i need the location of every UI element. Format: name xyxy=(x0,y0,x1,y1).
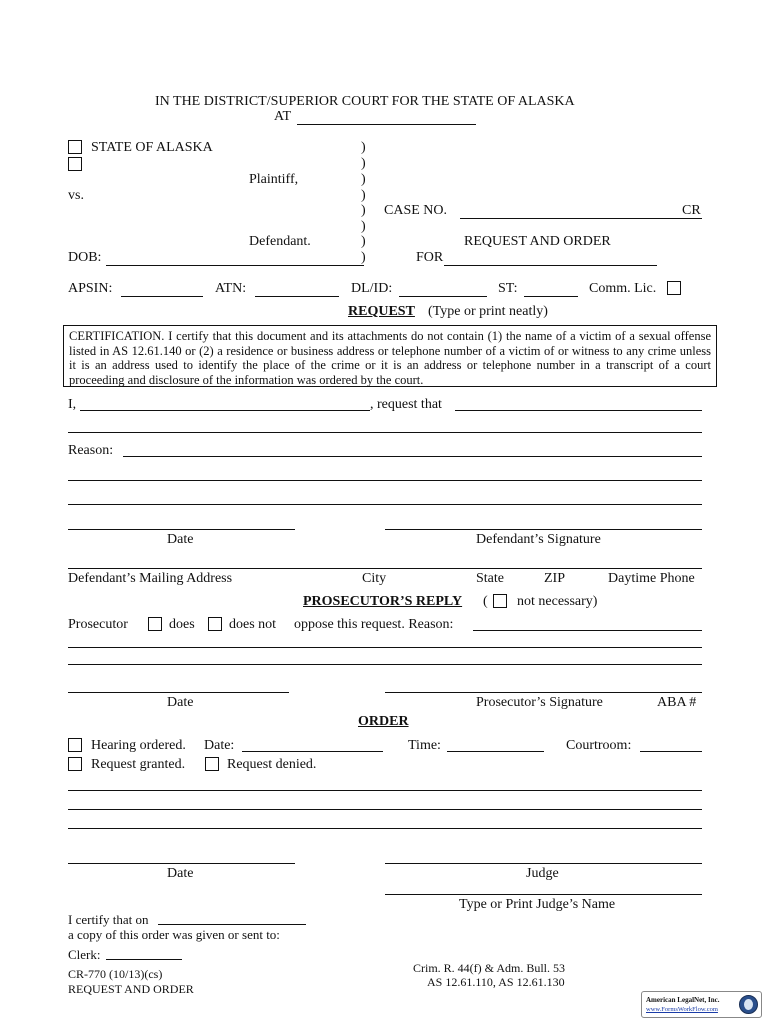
daytime-phone-caption: Daytime Phone xyxy=(608,571,695,586)
request-that-label: , request that xyxy=(370,397,442,412)
rule-reference: Crim. R. 44(f) & Adm. Bull. 53 xyxy=(413,961,566,975)
publisher-link[interactable]: www.FormsWorkFlow.com xyxy=(646,1006,718,1013)
certification-box: CERTIFICATION. I certify that this document and its attachments do not contain (1) the name of a victim of a sexual offense listed in AS 12.61.140 or (2) a residence or business address or telephone number of a victim of or witness to any crime unless it is an address used to identify the place of the crime or it is an address or telephone number in a transcript of a court proceeding and disclosure of the information was ordered by the court. xyxy=(63,325,717,387)
request-line[interactable] xyxy=(68,432,702,433)
order-date-field[interactable] xyxy=(68,863,295,864)
apsin-label: APSIN: xyxy=(68,281,113,296)
at-label: AT xyxy=(274,109,292,124)
request-note: (Type or print neatly) xyxy=(428,304,548,319)
state-of-alaska-checkbox[interactable] xyxy=(68,140,82,154)
order-line[interactable] xyxy=(68,809,702,810)
request-granted-label: Request granted. xyxy=(91,757,186,772)
caption-paren: ) xyxy=(361,203,366,218)
form-title: REQUEST AND ORDER xyxy=(68,982,194,996)
hearing-ordered-label: Hearing ordered. xyxy=(91,738,186,753)
case-no-field[interactable] xyxy=(460,218,702,219)
prosecutor-reason-line[interactable] xyxy=(68,664,702,665)
dob-field[interactable] xyxy=(106,265,364,266)
atn-field[interactable] xyxy=(255,296,339,297)
judge-name-field[interactable] xyxy=(385,894,702,895)
hearing-date-label: Date: xyxy=(204,738,235,753)
not-necessary-checkbox[interactable] xyxy=(493,594,507,608)
form-number: CR-770 (10/13)(cs) xyxy=(68,967,163,981)
prosecutor-reason-line[interactable] xyxy=(68,647,702,648)
reason-label: Reason: xyxy=(68,443,114,458)
prosecutor-label: Prosecutor xyxy=(68,617,128,632)
courtroom-label: Courtroom: xyxy=(566,738,632,753)
defendant-date-field[interactable] xyxy=(68,529,295,530)
aba-caption: ABA # xyxy=(657,695,697,710)
apsin-field[interactable] xyxy=(121,296,203,297)
court-location-field[interactable] xyxy=(297,124,476,125)
i-label: I, xyxy=(68,397,77,412)
state-caption: State xyxy=(476,571,504,586)
publisher-logo[interactable] xyxy=(641,991,762,1018)
statute-reference: AS 12.61.110, AS 12.61.130 xyxy=(427,975,565,989)
cr-suffix: CR xyxy=(682,203,701,218)
city-caption: City xyxy=(362,571,387,586)
judge-signature-field[interactable] xyxy=(385,863,702,864)
prosecutor-reason-field[interactable] xyxy=(473,630,702,631)
case-no-label: CASE NO. xyxy=(384,203,448,218)
dob-label: DOB: xyxy=(68,250,102,265)
defendant-signature-caption: Defendant’s Signature xyxy=(476,532,601,547)
for-field[interactable] xyxy=(444,265,657,266)
prosecutor-signature-caption: Prosecutor’s Signature xyxy=(476,695,603,710)
caption-paren: ) xyxy=(361,156,366,171)
certify-label: I certify that on xyxy=(68,912,149,927)
reason-field[interactable] xyxy=(123,456,702,457)
hearing-ordered-checkbox[interactable] xyxy=(68,738,82,752)
prosecutor-date-caption: Date xyxy=(167,695,194,710)
caption-paren: ) xyxy=(361,188,366,203)
caption-paren: ) xyxy=(361,172,366,187)
prosecutor-reply-heading: PROSECUTOR’S REPLY xyxy=(303,594,463,609)
oppose-label: oppose this request. Reason: xyxy=(294,617,454,632)
request-denied-label: Request denied. xyxy=(227,757,317,772)
does-not-label: does not xyxy=(229,617,277,632)
hearing-date-field[interactable] xyxy=(242,751,383,752)
defendant-date-caption: Date xyxy=(167,532,194,547)
plaintiff-label: Plaintiff, xyxy=(249,172,299,187)
caption-paren: ) xyxy=(361,234,366,249)
courtroom-field[interactable] xyxy=(640,751,702,752)
requester-name-field[interactable] xyxy=(80,410,370,411)
reason-line[interactable] xyxy=(68,480,702,481)
mailing-address-caption: Defendant’s Mailing Address xyxy=(68,571,233,586)
hearing-time-label: Time: xyxy=(408,738,441,753)
zip-caption: ZIP xyxy=(544,571,565,586)
publisher-name: American LegalNet, Inc. xyxy=(646,996,720,1004)
does-checkbox[interactable] xyxy=(148,617,162,631)
caption-paren: ) xyxy=(361,219,366,234)
comm-lic-checkbox[interactable] xyxy=(667,281,681,295)
caption-paren: ) xyxy=(361,140,366,155)
clerk-label: Clerk: xyxy=(68,947,101,962)
prosecutor-signature-field[interactable] xyxy=(385,692,702,693)
dlid-field[interactable] xyxy=(399,296,487,297)
st-field[interactable] xyxy=(524,296,578,297)
dlid-label: DL/ID: xyxy=(351,281,393,296)
state-of-alaska-label: STATE OF ALASKA xyxy=(91,140,213,155)
request-granted-checkbox[interactable] xyxy=(68,757,82,771)
reason-line[interactable] xyxy=(68,504,702,505)
clerk-field[interactable] xyxy=(106,959,182,960)
judge-name-caption: Type or Print Judge’s Name xyxy=(459,897,616,912)
certify-date-field[interactable] xyxy=(158,924,306,925)
request-heading: REQUEST xyxy=(348,304,415,319)
plaintiff-other-checkbox[interactable] xyxy=(68,157,82,171)
copy-line-label: a copy of this order was given or sent to: xyxy=(68,927,280,942)
comm-lic-label: Comm. Lic. xyxy=(589,281,657,296)
does-label: does xyxy=(169,617,195,632)
does-not-checkbox[interactable] xyxy=(208,617,222,631)
hearing-time-field[interactable] xyxy=(447,751,544,752)
mailing-address-field[interactable] xyxy=(68,568,702,569)
request-field[interactable] xyxy=(455,410,702,411)
order-line[interactable] xyxy=(68,828,702,829)
defendant-label: Defendant. xyxy=(249,234,311,249)
prosecutor-date-field[interactable] xyxy=(68,692,289,693)
atn-label: ATN: xyxy=(215,281,247,296)
st-label: ST: xyxy=(498,281,518,296)
order-line[interactable] xyxy=(68,790,702,791)
not-necessary-label: not necessary) xyxy=(517,594,598,609)
defendant-signature-field[interactable] xyxy=(385,529,702,530)
globe-icon xyxy=(739,995,758,1014)
caption-paren: ) xyxy=(361,250,366,265)
for-label: FOR xyxy=(416,250,444,265)
order-heading: ORDER xyxy=(358,714,409,729)
vs-label: vs. xyxy=(68,188,84,203)
court-title: IN THE DISTRICT/SUPERIOR COURT FOR THE STATE OF ALASKA xyxy=(155,94,575,109)
request-denied-checkbox[interactable] xyxy=(205,757,219,771)
order-date-caption: Date xyxy=(167,866,194,881)
judge-caption: Judge xyxy=(526,866,559,881)
paren-open: ( xyxy=(483,594,488,609)
document-title: REQUEST AND ORDER xyxy=(464,234,611,249)
